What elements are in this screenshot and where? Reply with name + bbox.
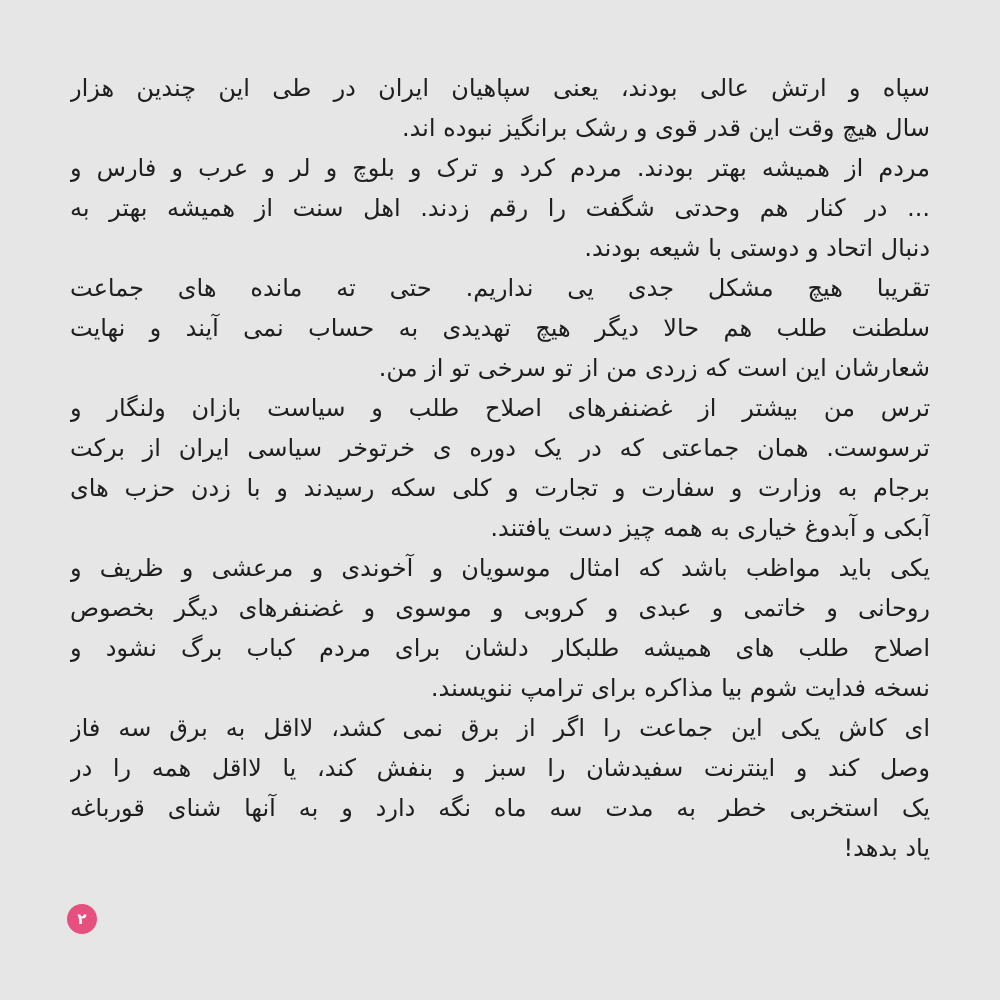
text-line: تقریبا هیچ مشکل جدی یی نداریم. حتی ته مانده های جماعت <box>70 274 930 302</box>
page-number-badge: ۲ <box>67 904 97 934</box>
text-line: سلطنت طلب هم حالا دیگر هیچ تهدیدی به حساب نمی آیند و نهایت <box>70 314 930 342</box>
text-line: یکی باید مواظب باشد که امثال موسویان و آخوندی و مرعشی و ظریف و <box>70 554 930 582</box>
body-text <box>70 68 930 868</box>
text-line: سال هیچ وقت این قدر قوی و رشک برانگیز نبوده اند. <box>401 114 930 142</box>
text-line: ای کاش یکی این جماعت را اگر از برق نمی کشد، لااقل به برق سه فاز <box>70 714 930 742</box>
text-line: سپاه و ارتش عالی بودند، یعنی سپاهیان ایران در طی این چندین هزار <box>70 74 930 102</box>
text-line: مردم از همیشه بهتر بودند. مردم کرد و ترک و بلوچ و لر و عرب و فارس و <box>70 154 930 182</box>
text-line: ترس من بیشتر از غضنفرهای اصلاح طلب و سیاست بازان ولنگار و <box>70 394 930 422</box>
text-line: شعارشان این است که زردی من از تو سرخی تو از من. <box>378 354 930 382</box>
text-line: برجام به وزارت و سفارت و تجارت و کلی سکه رسیدند و با زدن حزب های <box>70 474 930 502</box>
text-line: یاد بدهد! <box>843 834 930 862</box>
text-line: ... در کنار هم وحدتی شگفت را رقم زدند. اهل سنت از همیشه بهتر به <box>70 194 930 222</box>
text-line: دنبال اتحاد و دوستی با شیعه بودند. <box>584 234 930 262</box>
text-line: ترسوست. همان جماعتی که در یک دوره ی خرتوخر سیاسی ایران از برکت <box>70 434 930 462</box>
text-line: نسخه فدایت شوم بیا مذاکره برای ترامپ ننویسند. <box>430 674 930 702</box>
text-line: آبکی و آبدوغ خیاری به همه چیز دست یافتند. <box>490 514 930 542</box>
text-line: یک استخربی خطر به مدت سه ماه نگه دارد و به آنها شنای قورباغه <box>70 794 930 822</box>
text-line: روحانی و خاتمی و عبدی و کروبی و موسوی و غضنفرهای دیگر بخصوص <box>70 594 930 622</box>
text-line: وصل کند و اینترنت سفیدشان را سبز و بنفش کند، یا لااقل همه را در <box>70 754 930 782</box>
text-line: اصلاح طلب های همیشه طلبکار دلشان برای مردم کباب برگ نشود و <box>70 634 930 662</box>
